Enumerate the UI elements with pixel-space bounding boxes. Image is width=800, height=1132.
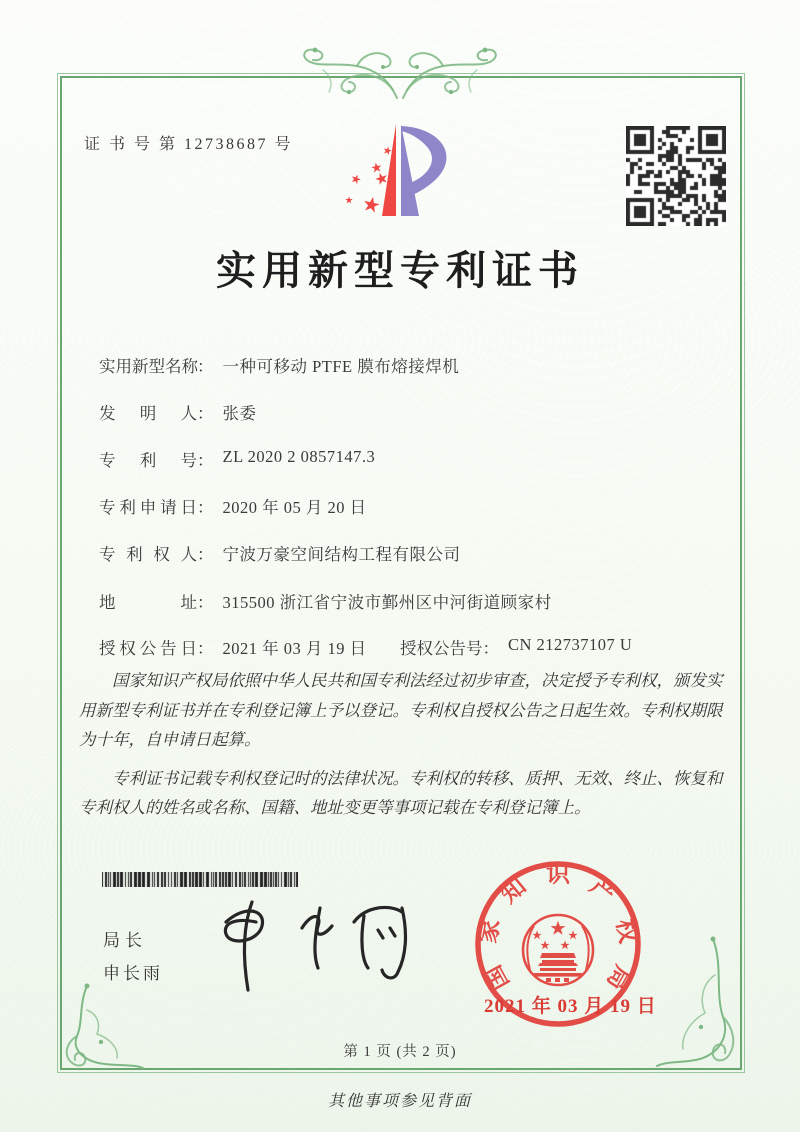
seal-text: 国家知识产权局 [475,862,641,995]
field-value: 2021 年 03 月 19 日 [222,639,367,658]
field-value: 一种可移动 PTFE 膜布熔接焊机 [222,357,460,376]
seal-date: 2021 年 03 月 19 日 [484,996,657,1017]
field-colon: ： [482,639,499,658]
field-row-patentee [99,541,461,565]
cnipa-logo-icon [337,112,465,230]
field-label: 地址 [99,593,197,612]
field-colon: ： [197,593,214,612]
legal-paragraph-2: 专利证书记载专利权登记时的法律状况。专利权的转移、质押、无效、终止、恢复和专利权人的姓名或名称、国籍、地址变更等事项记载在专利登记簿上。 [79,768,723,817]
field-colon: ： [197,357,214,376]
field-colon: ： [197,545,214,564]
field-grant-number [400,635,632,659]
field-value: 315500 浙江省宁波市鄞州区中河街道顾家村 [222,593,552,612]
field-label: 发明人 [99,404,197,423]
field-value: ZL 2020 2 0857147.3 [222,447,376,466]
commissioner-signature [212,892,417,997]
field-label: 实用新型名称 [99,357,198,376]
field-label: 专利权人 [99,545,197,564]
top-vine-ornament-icon [293,40,507,102]
field-value: 宁波万豪空间结构工程有限公司 [222,545,461,564]
field-label: 专利申请日 [99,498,197,517]
field-value: CN 212737107 U [508,635,633,654]
legal-text [79,666,723,832]
barcode [102,872,298,887]
field-colon: ： [197,404,214,423]
commissioner-name: 申长雨 [103,964,163,983]
back-side-note: 其他事项参见背面 [327,1093,472,1110]
field-row-grant-date [99,635,719,659]
qr-code [626,126,726,226]
field-label: 授权公告号 [400,639,483,658]
field-row-utility-model-name [99,353,459,377]
national-emblem-icon [523,915,593,985]
field-colon: ： [197,451,214,470]
field-value: 张委 [222,404,257,423]
field-row-inventor [99,400,257,424]
field-row-filing-date [99,494,367,518]
field-label: 授权公告日 [99,639,197,658]
certificate-title: 实用新型专利证书 [216,248,584,293]
field-label: 专利号 [99,451,197,470]
field-colon: ： [197,639,214,658]
page-number: 第 1 页 (共 2 页) [343,1044,457,1060]
field-row-address [99,589,552,613]
certificate-number: 证 书 号 第 12738687 号 [84,136,294,153]
commissioner-title: 局长 [103,931,147,950]
field-row-patent-number [99,447,375,471]
legal-paragraph-1: 国家知识产权局依照中华人民共和国专利法经过初步审查，决定授予专利权，颁发实用新型专利证书并在专利登记簿上予以登记。专利权自授权公告之日起生效。专利权期限为十年，自申请日起算。 [79,671,723,749]
field-value: 2020 年 05 月 20 日 [222,498,367,517]
field-colon: ： [197,498,214,517]
